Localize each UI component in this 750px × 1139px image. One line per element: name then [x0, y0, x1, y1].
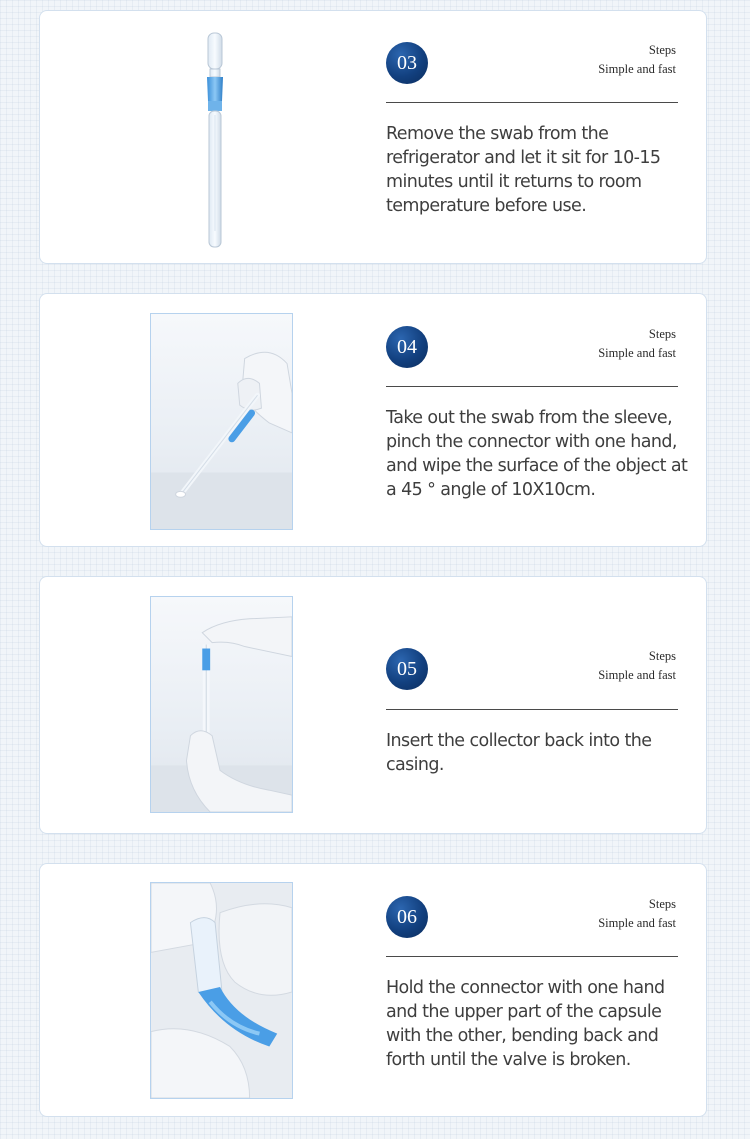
step-number-badge: 04: [386, 326, 428, 368]
hand-wiping-photo: [150, 313, 293, 530]
steps-label: Steps: [648, 327, 676, 341]
steps-sublabel: Simple and fast: [598, 62, 676, 76]
divider: [386, 386, 678, 387]
two-hands-insert-photo: [150, 596, 293, 813]
step-description: Take out the swab from the sleeve, pinch the connector with one hand, and wipe the surface of the object at a 45 ° angle of 10X10cm.: [386, 408, 688, 500]
step-number-badge: 06: [386, 896, 428, 938]
steps-heading: [598, 325, 676, 363]
step-card-04: [39, 293, 707, 547]
divider: [386, 709, 678, 710]
steps-sublabel: Simple and fast: [598, 668, 676, 682]
step-number-badge: 05: [386, 648, 428, 690]
steps-heading: [598, 895, 676, 933]
step-number-badge: 03: [386, 42, 428, 84]
steps-sublabel: Simple and fast: [598, 346, 676, 360]
steps-label: Steps: [648, 897, 676, 911]
step-card-03: [39, 10, 707, 264]
step-card-05: [39, 576, 707, 834]
divider: [386, 102, 678, 103]
steps-label: Steps: [648, 43, 676, 57]
steps-heading: [598, 647, 676, 685]
step-description: Remove the swab from the refrigerator and let it sit for 10-15 minutes until it returns to room temperature before use.: [386, 124, 661, 216]
step-description: Hold the connector with one hand and the upper part of the capsule with the other, bending back and forth until the valve is broken.: [386, 978, 665, 1070]
swab-tube-icon: [200, 31, 230, 251]
steps-sublabel: Simple and fast: [598, 916, 676, 930]
bending-capsule-photo: [150, 882, 293, 1099]
steps-label: Steps: [648, 649, 676, 663]
steps-heading: [598, 41, 676, 79]
divider: [386, 956, 678, 957]
step-description: Insert the collector back into the casing.: [386, 731, 652, 775]
step-card-06: [39, 863, 707, 1117]
